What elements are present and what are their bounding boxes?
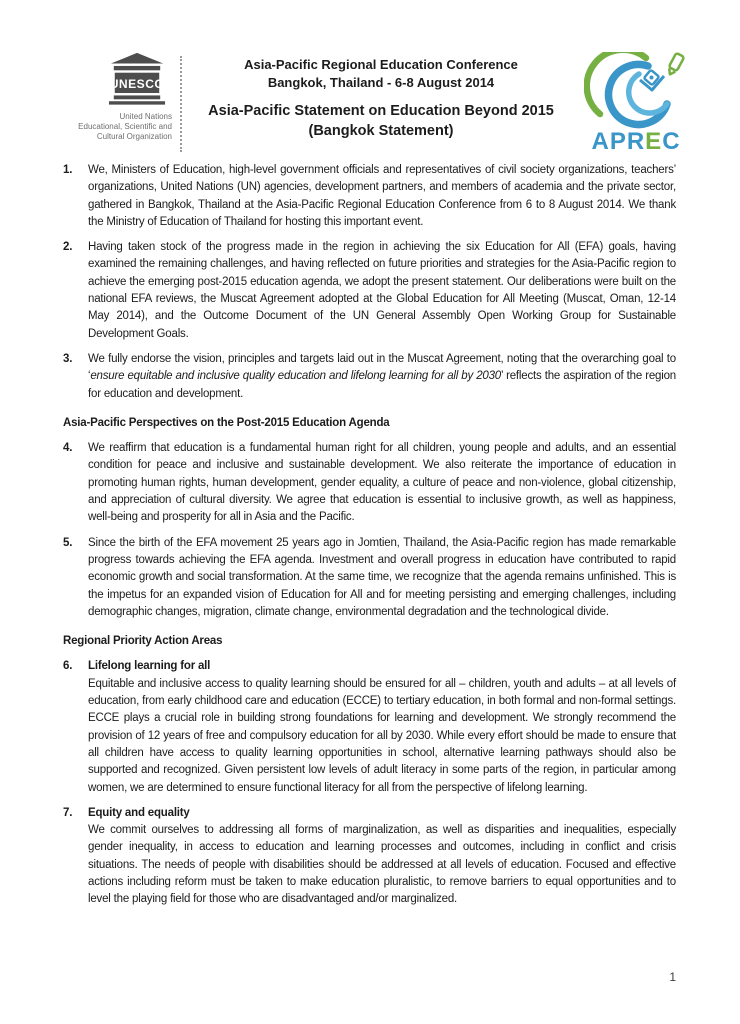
section-content	[88, 805, 676, 909]
paragraph-text: We, Ministers of Education, high-level government officials and representatives of civil society organizations, teachers’ organizations, United Nations (UN) agencies, development partners, and members of academia and the private sector, gathered in Bangkok, Thailand at the Asia-Pacific Regional Education Conference from 6 to 8 August 2014. We thank the Ministry of Education of Thailand for hosting this important event.	[88, 164, 676, 228]
section-title: Lifelong learning for all	[88, 660, 211, 673]
heading-perspectives: Asia-Pacific Perspectives on the Post-2015 Education Agenda	[63, 416, 390, 429]
numbered-paragraph-2	[63, 239, 676, 343]
unesco-logo-block	[56, 52, 180, 142]
statement-subtitle: (Bangkok Statement)	[308, 123, 454, 139]
paragraph-text-plain: We fully endorse the vision, principles and targets laid out in the Muscat Agreement, noting that the overarching goal to ‘	[88, 352, 676, 383]
section-title: Equity and equality	[88, 806, 190, 819]
section-number: 7.	[63, 806, 73, 819]
document-body	[63, 162, 676, 917]
paragraph-text-plain: ’ reflects the aspiration of the region for education and development.	[88, 370, 677, 400]
unesco-caption-line: Cultural Organization	[96, 132, 172, 141]
paragraph-text	[88, 351, 676, 403]
numbered-paragraph-5	[63, 535, 676, 621]
section-text: Equitable and inclusive access to quality learning should be ensured for all – children, youth and adults – at all levels of education, from early childhood care and education (ECCE) to tertiary education, in both formal and non-formal settings. ECCE plays a crucial role in building strong foundations for learning and development. We strongly recommend the provision of 12 years of free and compulsory education for all by 2030. While every effort should be made to ensure that all children have access to quality learning opportunities in school, alternative learning pathways should also be supported and recognized. Given persistent low levels of adult literacy in some parts of the region, in particular among women, we are determined to ensure functional literacy for all from the perspective of lifelong learning.	[88, 677, 676, 794]
unesco-caption	[78, 112, 172, 142]
paragraph-text-italic-quote: ensure equitable and inclusive quality education and lifelong learning for all by 2030	[90, 370, 502, 383]
paragraph-number: 3.	[63, 352, 73, 365]
statement-title: Asia-Pacific Statement on Education Beyond 2015	[208, 103, 554, 119]
aprec-letter: R	[626, 128, 646, 155]
section-text: We commit ourselves to addressing all forms of marginalization, as well as disparities and inequalities, especially gender inequality, in access to education and learning processes and outcomes, including in conflict and crisis situations. The needs of people with disabilities should be addressed at all levels of education. Focused and effective actions including reform must be taken to make education pluralistic, to remove barriers to equal opportunities and to level the playing field for those who are disadvantaged and/or marginalized.	[88, 824, 676, 906]
aprec-letter: P	[609, 128, 627, 155]
numbered-section-6	[63, 658, 676, 796]
aprec-wordmark	[591, 130, 680, 154]
section-number: 6.	[63, 660, 73, 673]
conference-title: Asia-Pacific Regional Education Conference	[244, 57, 518, 72]
statement-title-group	[182, 101, 580, 141]
section-content	[88, 658, 676, 796]
unesco-caption-line: Educational, Scientific and	[78, 122, 172, 131]
header-titles	[182, 52, 580, 141]
aprec-letter: A	[591, 128, 610, 155]
numbered-paragraph-1	[63, 162, 676, 231]
unesco-temple-icon	[108, 52, 166, 106]
unesco-letters: UNESCO	[109, 77, 165, 92]
document-header	[56, 52, 692, 154]
conference-location-date: Bangkok, Thailand - 6-8 August 2014	[267, 75, 495, 90]
aprec-letter: C	[662, 128, 681, 155]
numbered-paragraph-3	[63, 351, 676, 403]
aprec-emblem-icon	[584, 52, 688, 136]
aprec-letter: E	[645, 128, 663, 155]
numbered-section-7	[63, 805, 676, 909]
paragraph-number: 5.	[63, 536, 73, 549]
paragraph-text: Since the birth of the EFA movement 25 years ago in Jomtien, Thailand, the Asia-Pacific region has made remarkable progress towards achieving the EFA agenda. Investment and overall progress in education have contributed to rapid economic growth and social transformation. At the same time, we recognize that the agenda remains unfinished. This is the impetus for an expanded vision of Education for All and for meeting persisting and emerging challenges, including demographic changes, migration, climate change, environmental degradation and the technological divide.	[88, 536, 676, 618]
paragraph-number: 1.	[63, 164, 73, 176]
heading-priority-areas: Regional Priority Action Areas	[63, 635, 223, 648]
paragraph-number: 4.	[63, 442, 73, 455]
aprec-logo-block	[580, 52, 692, 154]
paragraph-number: 2.	[63, 241, 73, 254]
paragraph-text: Having taken stock of the progress made in the region in achieving the six Education for All (EFA) goals, having examined the remaining challenges, and having reflected on future priorities and strategies for the Asia-Pacific region to achieve the emerging post-2015 education agenda, we adopt the present statement. Our deliberations were built on the national EFA reviews, the Muscat Agreement adopted at the Global Education for All Meeting (Muscat, Oman, 12-14 May 2014), and the Outcome Document of the UN General Assembly Open Working Group for Sustainable Development Goals.	[88, 241, 676, 340]
unesco-caption-line: United Nations	[119, 112, 172, 121]
numbered-paragraph-4	[63, 440, 676, 526]
paragraph-text: We reaffirm that education is a fundamental human right for all children, young people and adults, and an essential condition for peace and inclusive and sustainable development. We also reiterate the importance of education in promoting human rights, human development, gender equality, a culture of peace and non-violence, global citizenship, and appreciation of cultural diversity. We agree that education is essential to inclusive growth, as well as happiness, well-being and prosperity for all in Asia and the Pacific.	[88, 442, 676, 524]
page-number: 1	[669, 970, 676, 984]
